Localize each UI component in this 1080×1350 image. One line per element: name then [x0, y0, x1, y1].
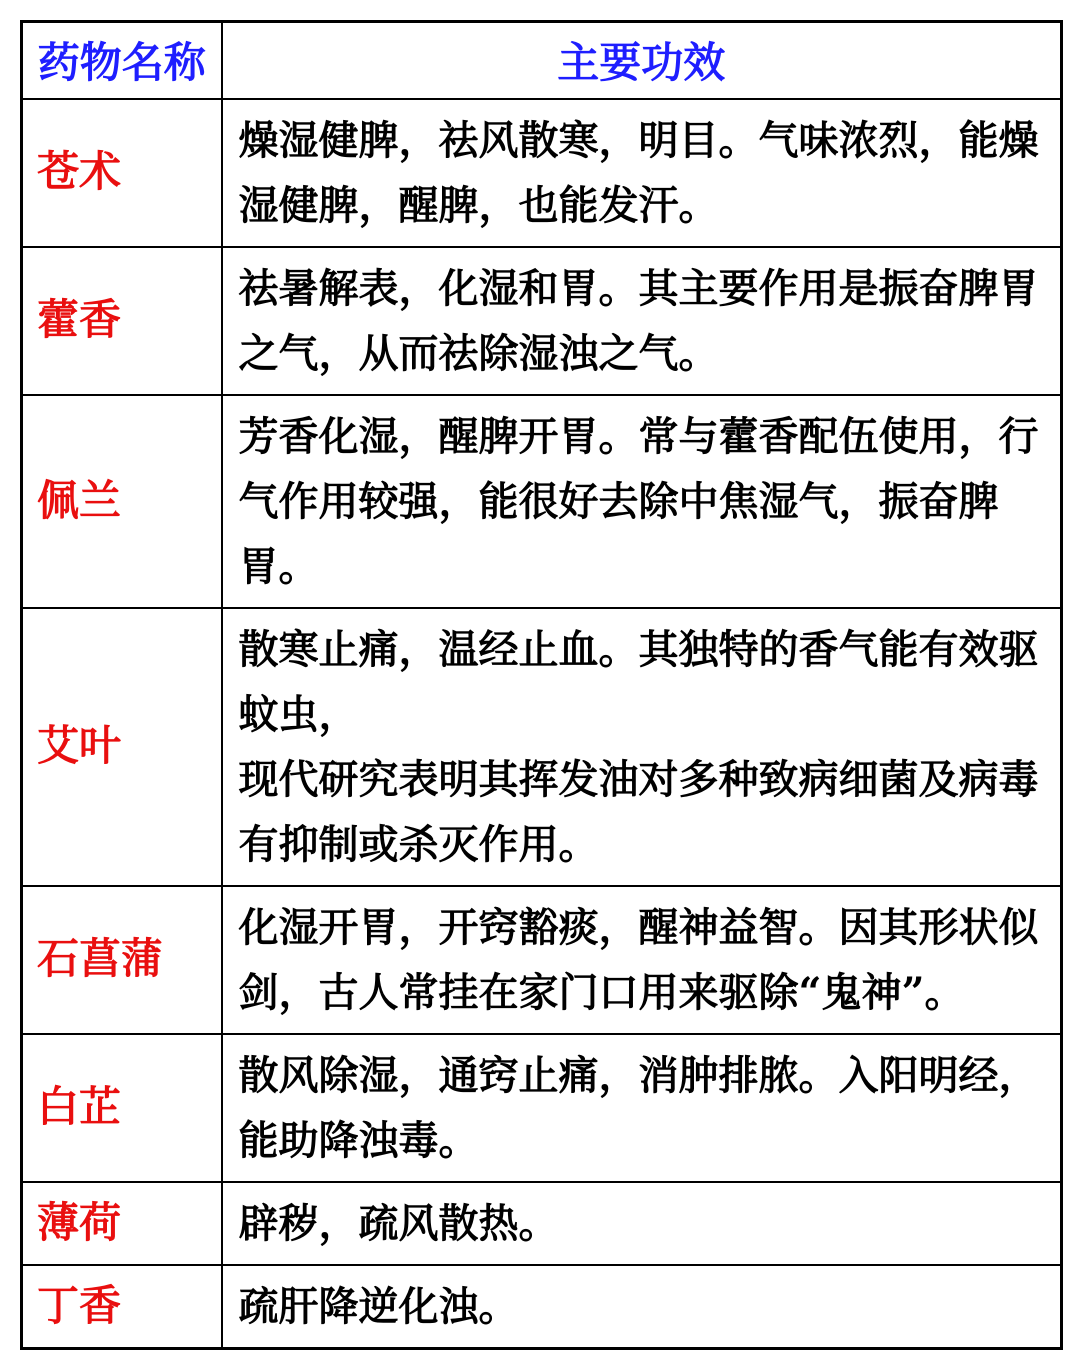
drug-name-cell: 薄荷	[22, 1182, 222, 1265]
herb-effects-table	[20, 20, 1063, 1350]
effect-paragraph: 散寒止痛，温经止血。其独特的香气能有效驱蚊虫，	[238, 625, 1039, 738]
drug-name-cell: 佩兰	[22, 395, 222, 608]
effect-paragraph: 散风除湿，通窍止痛，消肿排脓。入阳明经，能助降浊毒。	[238, 1051, 1039, 1164]
header-row	[22, 22, 1062, 99]
effect-paragraph: 祛暑解表，化湿和胃。其主要作用是振奋脾胃之气，从而祛除湿浊之气。	[238, 264, 1039, 377]
drug-name-cell: 苍术	[22, 99, 222, 247]
effect-cell	[222, 395, 1062, 608]
table-row	[22, 1034, 1062, 1182]
table-row	[22, 886, 1062, 1034]
effect-paragraph: 辟秽，疏风散热。	[238, 1199, 559, 1247]
drug-name-cell: 藿香	[22, 247, 222, 395]
column-header-main-effect: 主要功效	[222, 22, 1062, 99]
effect-paragraph: 燥湿健脾，祛风散寒，明目。气味浓烈，能燥湿健脾，醒脾，也能发汗。	[238, 116, 1039, 229]
effect-cell	[222, 886, 1062, 1034]
table-row	[22, 1265, 1062, 1349]
column-header-drug-name: 药物名称	[22, 22, 222, 99]
effect-paragraph: 化湿开胃，开窍豁痰，醒神益智。因其形状似剑，古人常挂在家门口用来驱除“鬼神”。	[238, 903, 1039, 1016]
drug-name-cell: 石菖蒲	[22, 886, 222, 1034]
effect-cell	[222, 1034, 1062, 1182]
table-row	[22, 1182, 1062, 1265]
effect-paragraph: 芳香化湿，醒脾开胃。常与藿香配伍使用，行气作用较强，能很好去除中焦湿气，振奋脾胃。	[238, 412, 1039, 590]
table-body	[22, 99, 1062, 1349]
effect-cell	[222, 1265, 1062, 1349]
table-row	[22, 608, 1062, 886]
table-row	[22, 99, 1062, 247]
table-header	[22, 22, 1062, 99]
drug-name-cell: 白芷	[22, 1034, 222, 1182]
table-row	[22, 247, 1062, 395]
effect-cell	[222, 1182, 1062, 1265]
table-row	[22, 395, 1062, 608]
effect-cell	[222, 608, 1062, 886]
drug-name-cell: 丁香	[22, 1265, 222, 1349]
drug-name-cell: 艾叶	[22, 608, 222, 886]
effect-paragraph: 现代研究表明其挥发油对多种致病细菌及病毒有抑制或杀灭作用。	[238, 755, 1039, 868]
effect-paragraph: 疏肝降逆化浊。	[238, 1282, 519, 1330]
effect-cell	[222, 247, 1062, 395]
effect-cell	[222, 99, 1062, 247]
